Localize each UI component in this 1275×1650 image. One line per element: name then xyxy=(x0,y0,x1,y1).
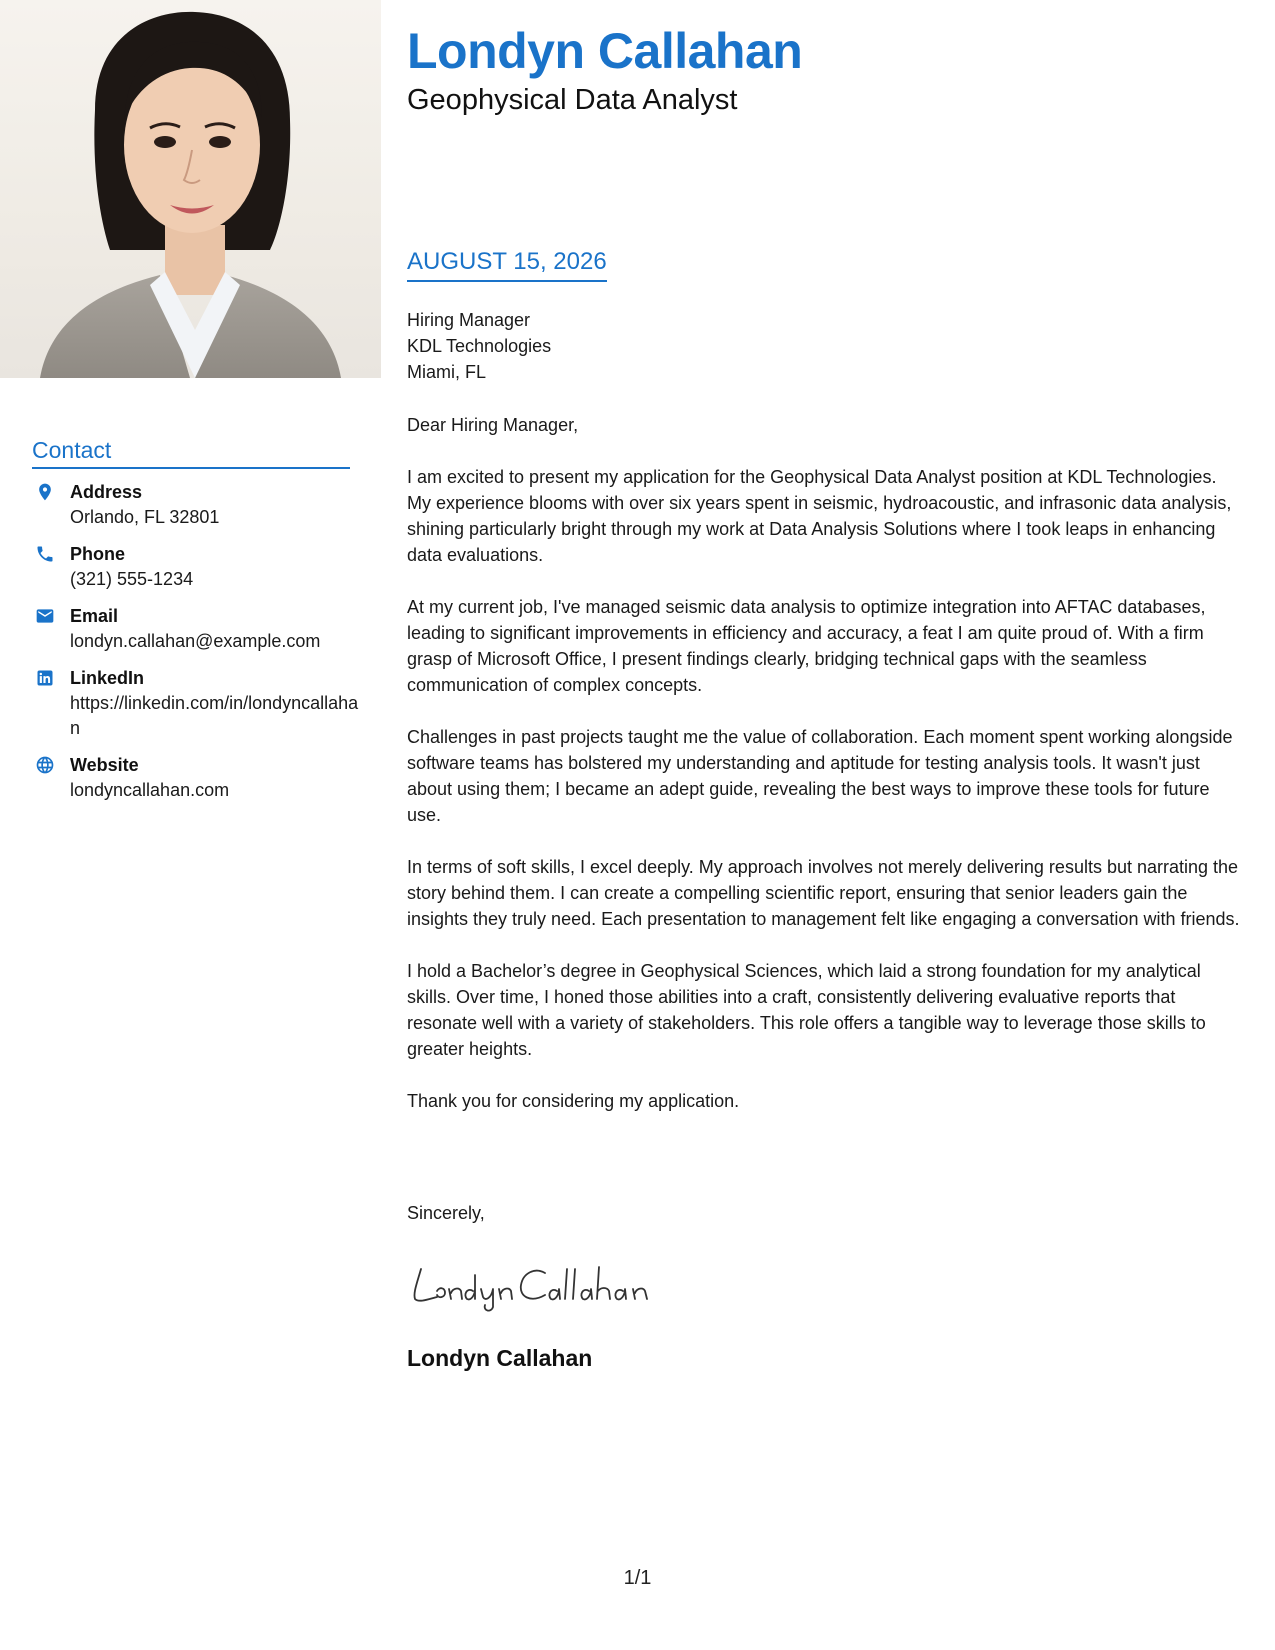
handwritten-signature xyxy=(407,1255,667,1315)
contact-item-email xyxy=(32,604,362,654)
recipient-company: KDL Technologies xyxy=(407,336,552,356)
contact-item-linkedin xyxy=(32,666,362,741)
salutation: Dear Hiring Manager, xyxy=(407,415,579,435)
address-value: Orlando, FL 32801 xyxy=(70,507,220,527)
linkedin-icon xyxy=(35,668,55,688)
email-link[interactable]: londyn.callahan@example.com xyxy=(70,631,321,651)
closing: Sincerely, xyxy=(407,1203,485,1223)
linkedin-link[interactable]: https://linkedin.com/in/londyncallahan xyxy=(70,693,359,738)
phone-icon xyxy=(35,544,55,564)
letter-paragraph: Thank you for considering my application. xyxy=(407,1091,740,1111)
contact-item-phone xyxy=(32,542,362,592)
recipient-role: Hiring Manager xyxy=(407,310,531,330)
job-title: Geophysical Data Analyst xyxy=(407,84,738,116)
contact-list xyxy=(32,480,362,815)
letter-body xyxy=(407,412,1245,1140)
profile-photo xyxy=(0,0,381,378)
letter-date: AUGUST 15, 2026 xyxy=(407,248,607,282)
letter-paragraph: I hold a Bachelor’s degree in Geophysical Sciences, which laid a strong foundation for my analytical skills. Over time, I honed those abilities into a craft, consistently delivering evaluative reports that resonate well with a variety of stakeholders. This role offers a tangible way to leverage those skills to greater heights. xyxy=(407,961,1206,1059)
contact-heading: Contact xyxy=(32,437,350,469)
letter-paragraph: In terms of soft skills, I excel deeply. My approach involves not merely delivering results but narrating the story behind them. I can create a compelling scientific report, ensuring that senior leaders gain the insights they truly need. Each presentation to management felt like engaging a conversation with friends. xyxy=(407,857,1240,929)
recipient-block xyxy=(407,307,551,385)
letter-paragraph: At my current job, I've managed seismic data analysis to optimize integration into AFTAC databases, leading to significant improvements in efficiency and accuracy, a feat I am quite proud of. With a firm grasp of Microsoft Office, I present findings clearly, bridging technical gaps with the seamless communication of complex concepts. xyxy=(407,597,1206,695)
envelope-icon xyxy=(35,606,55,626)
phone-value: (321) 555-1234 xyxy=(70,569,194,589)
signed-name: Londyn Callahan xyxy=(407,1345,593,1371)
letter-paragraph: Challenges in past projects taught me the value of collaboration. Each moment spent working alongside software teams has bolstered my understanding and aptitude for testing analysis tools. It wasn't just about using them; I became an adept guide, revealing the best ways to improve these tools for future use. xyxy=(407,727,1233,825)
contact-item-website xyxy=(32,753,362,803)
contact-label: Website xyxy=(70,755,139,775)
website-link[interactable]: londyncallahan.com xyxy=(70,780,230,800)
contact-label: Email xyxy=(70,606,119,626)
contact-label: Phone xyxy=(70,544,126,564)
contact-label: LinkedIn xyxy=(70,668,145,688)
page-number: 1/1 xyxy=(623,1567,652,1589)
letter-paragraph: I am excited to present my application for the Geophysical Data Analyst position at KDL Technologies. My experience blooms with over six years spent in seismic, hydroacoustic, and infrasonic data analysis, shining particularly bright through my work at Data Analysis Solutions where I took leaps in enhancing data evaluations. xyxy=(407,467,1232,565)
map-pin-icon xyxy=(35,482,55,502)
contact-item-address xyxy=(32,480,362,530)
recipient-location: Miami, FL xyxy=(407,362,487,382)
globe-icon xyxy=(35,755,55,775)
contact-label: Address xyxy=(70,482,143,502)
applicant-name: Londyn Callahan xyxy=(407,23,803,79)
